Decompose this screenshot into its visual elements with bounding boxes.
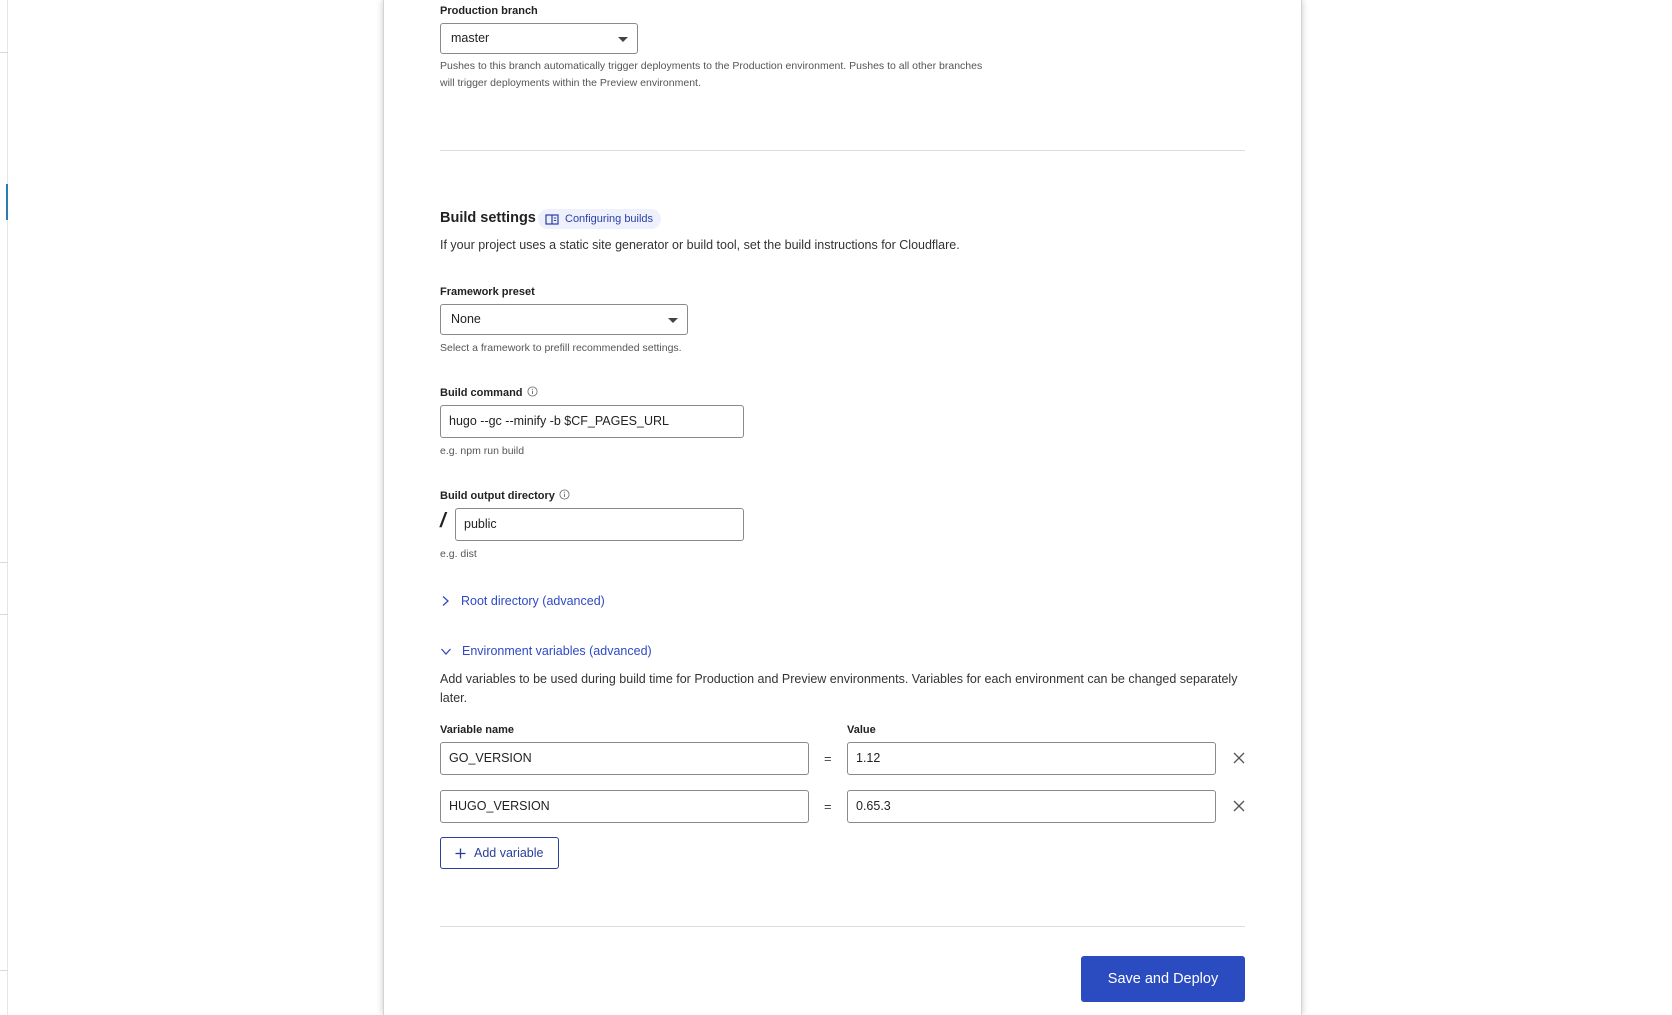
variable-value-header: Value: [847, 724, 876, 736]
section-divider: [440, 926, 1245, 927]
section-divider: [440, 150, 1245, 151]
equals-sign: =: [824, 751, 832, 766]
sidebar-divider: [0, 614, 8, 615]
plus-icon: [455, 848, 466, 859]
info-icon[interactable]: [559, 489, 570, 500]
production-branch-select[interactable]: [440, 23, 638, 54]
env-vars-label: Environment variables (advanced): [462, 644, 652, 658]
build-output-label-row: [440, 490, 570, 502]
sidebar-active-item[interactable]: [0, 184, 8, 220]
build-output-input[interactable]: public: [455, 508, 744, 541]
caret-down-icon: [668, 318, 678, 323]
production-branch-value: master: [451, 31, 490, 45]
sidebar-divider: [0, 970, 8, 971]
add-variable-button[interactable]: [440, 837, 559, 869]
configuring-builds-link[interactable]: [538, 209, 661, 229]
output-dir-prefix: /: [440, 510, 446, 532]
close-icon[interactable]: [1231, 750, 1247, 766]
sidebar-edge: [0, 0, 8, 1015]
build-command-input[interactable]: hugo --gc --minify -b $CF_PAGES_URL: [440, 405, 744, 438]
configuring-builds-label: Configuring builds: [565, 213, 654, 225]
close-icon[interactable]: [1231, 798, 1247, 814]
settings-panel: [383, 0, 1302, 1015]
chevron-right-icon: [440, 595, 451, 607]
sidebar-divider: [0, 562, 8, 563]
variable-value-input[interactable]: 1.12: [847, 742, 1216, 775]
framework-preset-value: None: [451, 312, 481, 326]
build-command-label: Build command: [440, 387, 523, 399]
caret-down-icon: [618, 37, 628, 42]
framework-preset-select[interactable]: [440, 304, 688, 335]
build-settings-title: Build settings: [440, 210, 536, 226]
production-branch-help-line2: will trigger deployments within the Preview environment.: [440, 77, 701, 89]
build-settings-description: If your project uses a static site generator or build tool, set the build instructions for Cloudflare.: [440, 238, 960, 252]
production-branch-help: [440, 58, 1040, 92]
root-directory-label: Root directory (advanced): [461, 594, 605, 608]
add-variable-label: Add variable: [474, 846, 544, 860]
framework-preset-help: Select a framework to prefill recommended settings.: [440, 342, 682, 354]
save-and-deploy-button[interactable]: [1081, 956, 1245, 1002]
build-command-help: e.g. npm run build: [440, 445, 525, 457]
info-icon[interactable]: [527, 386, 538, 397]
equals-sign: =: [824, 799, 832, 814]
env-vars-description: Add variables to be used during build time for Production and Preview environments. Variables for each environment can be changed separately later.: [440, 672, 1238, 705]
root-directory-toggle[interactable]: [440, 594, 605, 608]
save-and-deploy-label: Save and Deploy: [1107, 971, 1219, 987]
production-branch-help-line1: Pushes to this branch automatically trigger deployments to the Production environment. Pushes to all other branches: [440, 60, 983, 72]
production-branch-label: Production branch: [440, 5, 538, 17]
variable-value-input[interactable]: 0.65.3: [847, 790, 1216, 823]
framework-preset-label: Framework preset: [440, 286, 535, 298]
book-icon: [545, 214, 559, 225]
env-vars-toggle[interactable]: [440, 644, 652, 658]
sidebar-divider: [0, 52, 8, 53]
build-output-label: Build output directory: [440, 490, 555, 502]
build-output-help: e.g. dist: [440, 548, 477, 560]
variable-name-input[interactable]: HUGO_VERSION: [440, 790, 809, 823]
variable-name-header: Variable name: [440, 724, 514, 736]
chevron-down-icon: [440, 646, 452, 657]
build-command-label-row: [440, 387, 538, 399]
variable-name-input[interactable]: GO_VERSION: [440, 742, 809, 775]
